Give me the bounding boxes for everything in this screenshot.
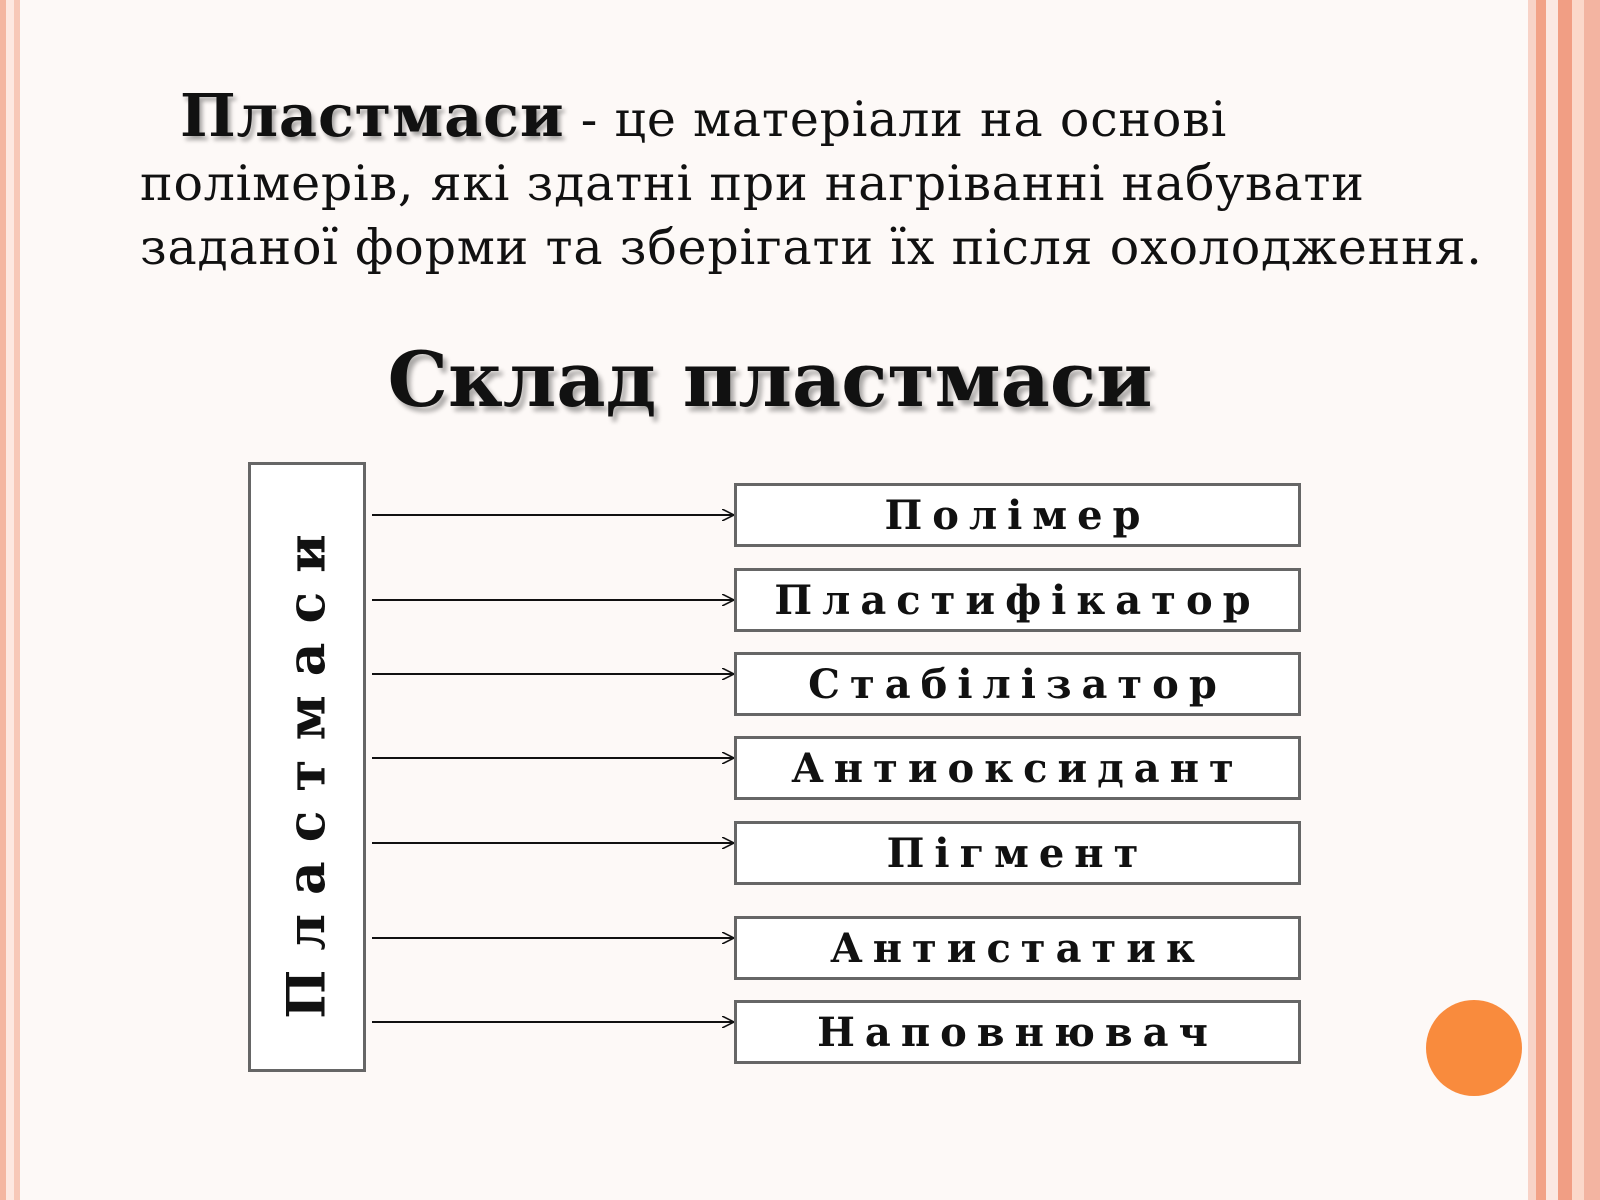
component-antistatic: Антистатик <box>734 916 1301 980</box>
source-label: Пластмаси <box>276 515 338 1019</box>
diagram-title: Склад пластмаси <box>387 335 1153 424</box>
left-decorative-border <box>0 0 20 1200</box>
component-pigment: Пігмент <box>734 821 1301 885</box>
component-polymer: Полімер <box>734 483 1301 547</box>
component-filler: Наповнювач <box>734 1000 1301 1064</box>
component-plasticizer: Пластифікатор <box>734 568 1301 632</box>
source-box <box>248 462 366 1072</box>
intro-term: Пластмаси <box>180 81 565 150</box>
decorative-orange-circle <box>1426 1000 1522 1096</box>
component-stabilizer: Стабілізатор <box>734 652 1301 716</box>
component-antioxidant: Антиоксидант <box>734 736 1301 800</box>
intro-definition: - це матеріали на основі полімерів, які здатні при нагріванні набувати заданої форми та зберігати їх після охолодження. <box>140 91 1483 276</box>
right-decorative-border <box>1528 0 1600 1200</box>
intro-paragraph <box>140 81 1500 280</box>
